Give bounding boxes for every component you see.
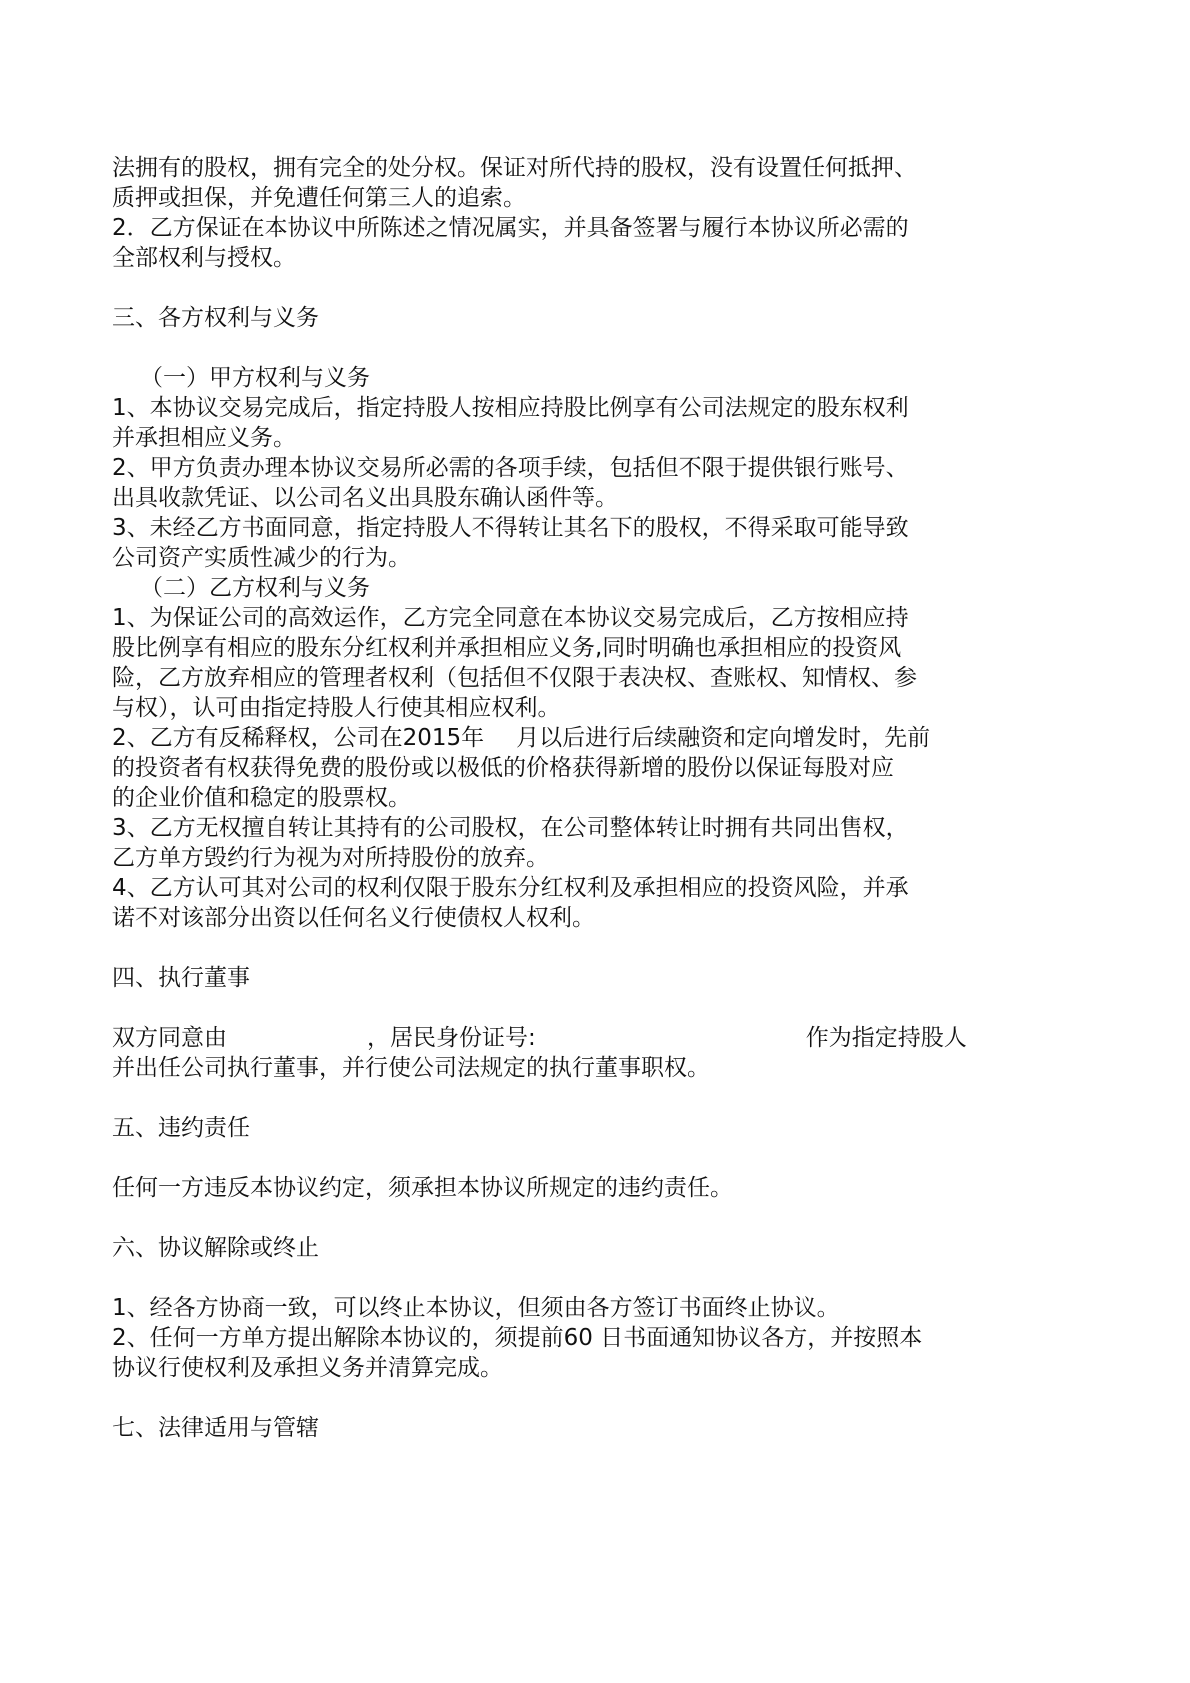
section-3-heading: 三、各方权利与义务 <box>112 305 319 331</box>
party-b-item-2-cont-2: 的企业价值和稳定的股票权。 <box>112 785 411 811</box>
party-b-item-1-cont-1: 股比例享有相应的股东分红权利并承担相应义务,同时明确也承担相应的投资风 <box>112 635 902 661</box>
party-b-item-2 <box>112 723 930 753</box>
party-b-item-4: 4、乙方认可其对公司的权利仅限于股东分红权利及承担相应的投资风险，并承 <box>112 875 909 901</box>
party-b-item-3-cont: 乙方单方毁约行为视为对所持股份的放弃。 <box>112 845 549 871</box>
section-5-heading: 五、违约责任 <box>112 1115 250 1141</box>
party-a-heading: （一）甲方权利与义务 <box>140 365 370 391</box>
party-b-item-1-cont-3: 与权），认可由指定持股人行使其相应权利。 <box>112 695 561 721</box>
section-6-item-2: 2、任何一方单方提出解除本协议的，须提前60 日书面通知协议各方，并按照本 <box>112 1325 923 1351</box>
section-4-para-line-1 <box>112 1023 967 1053</box>
section-5-para: 任何一方违反本协议约定，须承担本协议所规定的违约责任。 <box>112 1175 733 1201</box>
section-4-para-line-2: 并出任公司执行董事，并行使公司法规定的执行董事职权。 <box>112 1055 710 1081</box>
section-6-item-2-cont: 协议行使权利及承担义务并清算完成。 <box>112 1355 503 1381</box>
party-a-item-1-cont: 并承担相应义务。 <box>112 425 296 451</box>
section-4-heading: 四、执行董事 <box>112 965 250 991</box>
party-a-item-1: 1、本协议交易完成后，指定持股人按相应持股比例享有公司法规定的股东权利 <box>112 395 909 421</box>
section-7-heading: 七、法律适用与管辖 <box>112 1415 319 1441</box>
party-b-item-3: 3、乙方无权擅自转让其持有的公司股权，在公司整体转让时拥有共同出售权， <box>112 815 909 841</box>
party-a-item-2-cont: 出具收款凭证、以公司名义出具股东确认函件等。 <box>112 485 618 511</box>
section-6-heading: 六、协议解除或终止 <box>112 1235 319 1261</box>
party-a-item-3: 3、未经乙方书面同意，指定持股人不得转让其名下的股权，不得采取可能导致 <box>112 515 909 541</box>
section-6-item-1: 1、经各方协商一致，可以终止本协议，但须由各方签订书面终止协议。 <box>112 1295 840 1321</box>
party-a-item-3-cont: 公司资产实质性减少的行为。 <box>112 545 411 571</box>
party-b-heading: （二）乙方权利与义务 <box>140 575 370 601</box>
intro-line-1: 法拥有的股权，拥有完全的处分权。保证对所代持的股权，没有设置任何抵押、 <box>112 155 917 181</box>
intro-clause-2: 2．乙方保证在本协议中所陈述之情况属实，并具备签署与履行本协议所必需的 <box>112 215 909 241</box>
party-b-item-2-pre: 2、乙方有反稀释权，公司在2015年 <box>112 725 485 751</box>
intro-clause-2-cont: 全部权利与授权。 <box>112 245 296 271</box>
director-clause-end: 作为指定持股人 <box>805 1025 967 1051</box>
party-b-item-2-cont-1: 的投资者有权获得免费的股份或以极低的价格获得新增的股份以保证每股对应 <box>112 755 894 781</box>
director-clause-start: 双方同意由 <box>112 1025 227 1051</box>
party-a-item-2: 2、甲方负责办理本协议交易所必需的各项手续，包括但不限于提供银行账号、 <box>112 455 909 481</box>
party-b-item-1-cont-2: 险，乙方放弃相应的管理者权利（包括但不仅限于表决权、查账权、知情权、参 <box>112 665 917 691</box>
intro-line-2: 质押或担保，并免遭任何第三人的追索。 <box>112 185 526 211</box>
party-b-item-1: 1、为保证公司的高效运作，乙方完全同意在本协议交易完成后，乙方按相应持 <box>112 605 909 631</box>
party-b-item-4-cont: 诺不对该部分出资以任何名义行使债权人权利。 <box>112 905 595 931</box>
id-number-label: ，居民身份证号: <box>367 1025 536 1051</box>
party-b-item-2-post: 月以后进行后续融资和定向增发时，先前 <box>516 725 931 751</box>
